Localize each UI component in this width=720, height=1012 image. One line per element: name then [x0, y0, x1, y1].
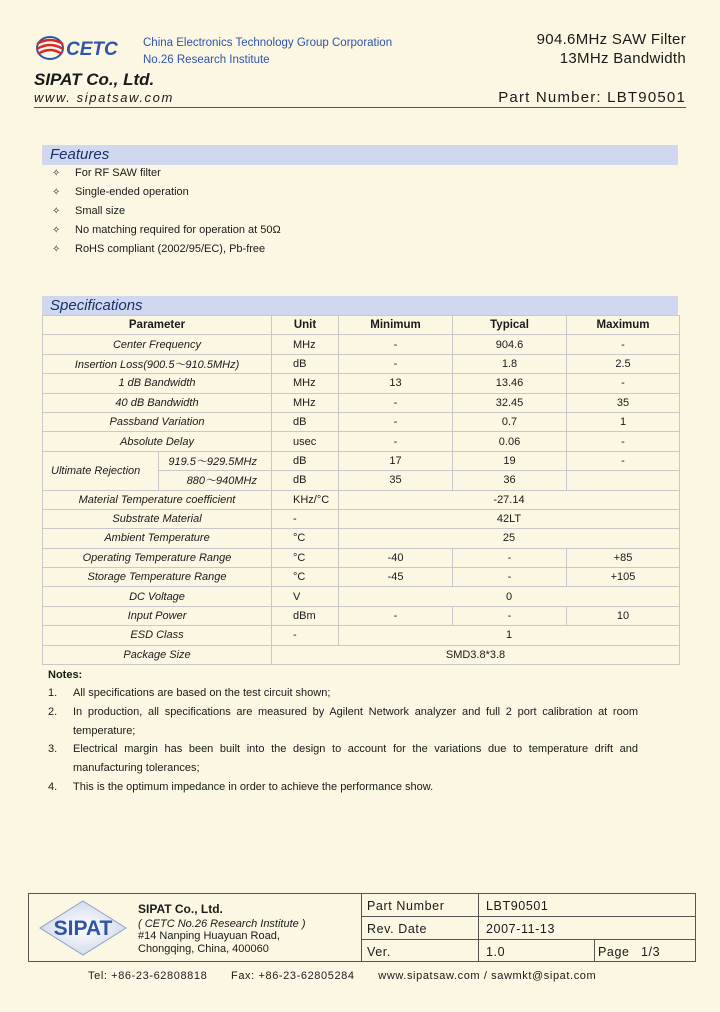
feature-item: ✧ RoHS compliant (2002/95/EC), Pb-free: [52, 243, 266, 255]
footer-part-number-value: LBT90501: [486, 899, 549, 913]
diamond-bullet-icon: ✧: [52, 225, 61, 236]
feature-item: ✧ Small size: [52, 205, 126, 217]
bandwidth-title: 13MHz Bandwidth: [559, 50, 686, 67]
table-row: 40 dB Bandwidth MHz - 32.45 35: [43, 393, 680, 412]
footer-address-2: Chongqing, China, 400060: [138, 943, 269, 955]
sipat-logo-text: SIPAT: [53, 917, 113, 940]
diamond-bullet-icon: ✧: [52, 187, 61, 198]
note-item: 2. In production, all specifications are measured by Agilent Network analyzer and full 2 port calibration at room temperature;: [48, 706, 638, 737]
footer-web-email: www.sipatsaw.com / sawmkt@sipat.com: [378, 970, 597, 982]
footer-address-1: #14 Nanping Huayuan Road,: [138, 930, 280, 942]
diamond-bullet-icon: ✧: [52, 206, 61, 217]
footer-page-label: Page: [598, 945, 630, 959]
note-item: 3. Electrical margin has been built into the design to account for the variations due to temperature drift and manufacturing tolerances;: [48, 743, 638, 774]
footer-page-value: 1/3: [641, 945, 661, 959]
product-title: 904.6MHz SAW Filter: [536, 31, 686, 48]
feature-item: ✧ Single-ended operation: [52, 186, 189, 198]
company-website: www. sipatsaw.com: [34, 90, 174, 105]
header-divider: [34, 107, 686, 108]
table-row: Passband Variation dB - 0.7 1: [43, 412, 680, 431]
col-header-unit: Unit: [272, 316, 339, 335]
footer-rev-date-value: 2007-11-13: [486, 922, 556, 936]
note-item: 4. This is the optimum impedance in order to achieve the performance show.: [48, 781, 434, 793]
table-row: ESD Class - 1: [43, 626, 680, 645]
cetc-logo-icon: [34, 30, 130, 66]
table-row: DC Voltage V 0: [43, 587, 680, 606]
specifications-heading: Specifications: [42, 296, 678, 316]
footer-box: [28, 893, 696, 962]
table-header-row: [43, 316, 680, 335]
feature-item: ✧ For RF SAW filter: [52, 167, 161, 179]
table-row: Operating Temperature Range °C -40 - +85: [43, 548, 680, 567]
note-item: 1. All specifications are based on the test circuit shown;: [48, 687, 331, 699]
table-row: 1 dB Bandwidth MHz 13 13.46 -: [43, 374, 680, 393]
part-number-title: Part Number: LBT90501: [498, 89, 686, 106]
col-header-typical: Typical: [453, 316, 567, 335]
sipat-logo: [38, 899, 128, 957]
table-row: Package Size SMD3.8*3.8: [43, 645, 680, 664]
notes-heading: Notes:: [48, 669, 83, 681]
ultimate-rejection-label: Ultimate Rejection: [43, 451, 159, 490]
col-header-parameter: Parameter: [43, 316, 272, 335]
footer-ver-label: Ver.: [367, 945, 391, 959]
table-row: Input Power dBm - - 10: [43, 606, 680, 625]
footer-tel: Tel: +86-23-62808818: [88, 970, 208, 982]
table-row: Absolute Delay usec - 0.06 -: [43, 432, 680, 451]
diamond-bullet-icon: ✧: [52, 244, 61, 255]
footer-subtitle: ( CETC No.26 Research Institute ): [138, 918, 306, 930]
sipat-logo-icon: [38, 899, 128, 957]
specifications-table: [42, 315, 680, 665]
table-row: Ultimate Rejection 919.5～929.5MHz dB 17 19 -: [43, 451, 680, 470]
org-name: [143, 35, 392, 69]
col-header-maximum: Maximum: [567, 316, 680, 335]
table-row: Ambient Temperature °C 25: [43, 529, 680, 548]
table-row: Insertion Loss(900.5～910.5MHz) dB - 1.8 2.5: [43, 354, 680, 373]
company-name: SIPAT Co., Ltd.: [34, 70, 155, 89]
org-line-1: China Electronics Technology Group Corporation: [143, 37, 393, 49]
cetc-logo-text: CETC: [66, 39, 118, 60]
cetc-logo: [34, 30, 130, 66]
diamond-bullet-icon: ✧: [52, 168, 61, 179]
col-header-minimum: Minimum: [339, 316, 453, 335]
footer-part-number-label: Part Number: [367, 899, 445, 913]
org-line-2: No.26 Research Institute: [143, 54, 270, 66]
footer-rev-date-label: Rev. Date: [367, 922, 428, 936]
table-row: Substrate Material - 42LT: [43, 509, 680, 528]
footer-company: SIPAT Co., Ltd.: [138, 902, 223, 916]
table-row: Storage Temperature Range °C -45 - +105: [43, 568, 680, 587]
footer-fax: Fax: +86-23-62805284: [231, 970, 355, 982]
footer-ver-value: 1.0: [486, 945, 506, 959]
features-heading: Features: [42, 145, 678, 165]
table-row: 880～940MHz dB 35 36: [43, 471, 680, 490]
table-row: Material Temperature coefficient KHz/°C -27.14: [43, 490, 680, 509]
table-row: Center Frequency MHz - 904.6 -: [43, 335, 680, 354]
footer-contact-line: [88, 970, 616, 982]
feature-item: ✧ No matching required for operation at 50Ω: [52, 224, 281, 236]
